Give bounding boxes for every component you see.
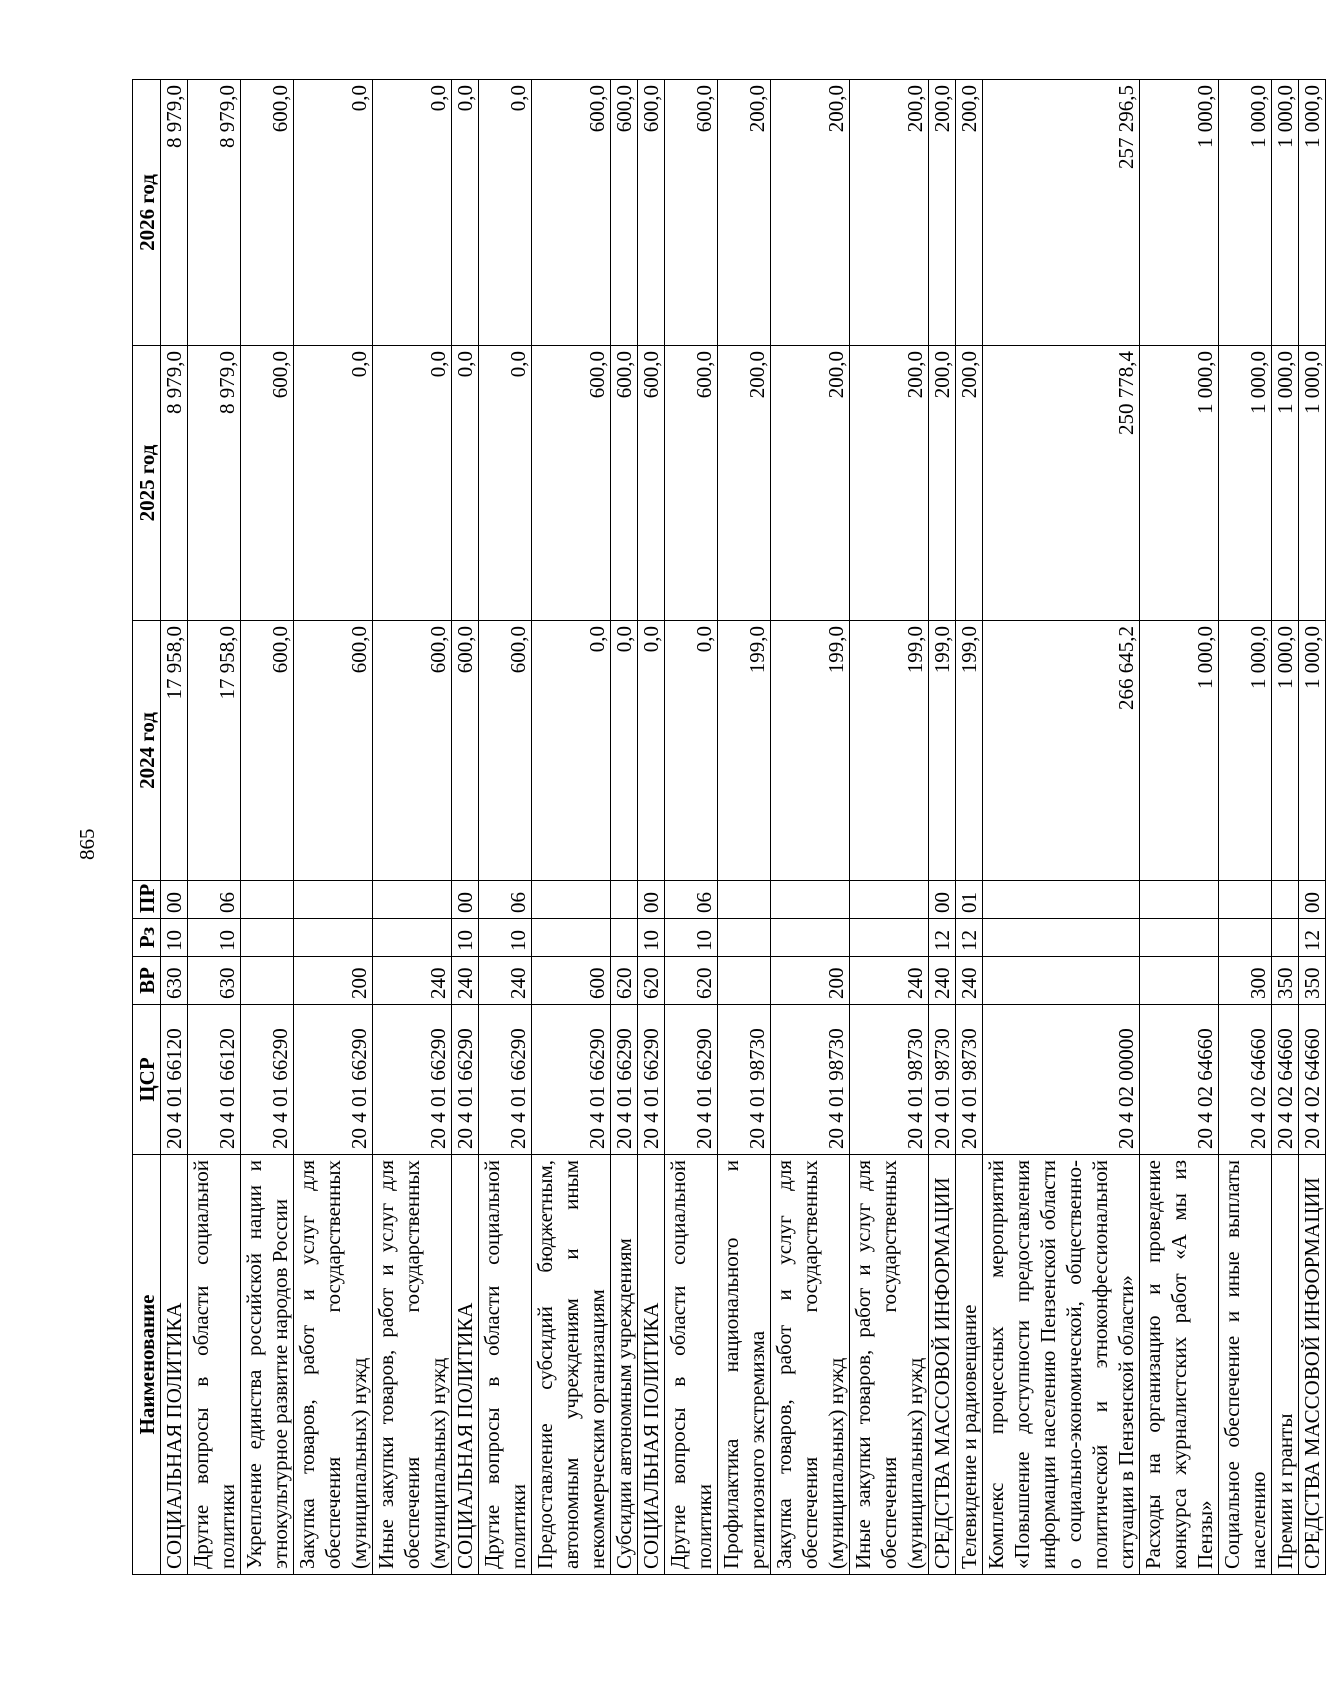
row-vr: 200 — [294, 957, 373, 1005]
row-pr — [373, 881, 452, 919]
row-name: СРЕДСТВА МАССОВОЙ ИНФОРМАЦИИ — [1299, 1155, 1326, 1575]
header-pr: ПР — [133, 881, 161, 919]
row-name: Субсидии автономным учреждениям — [611, 1155, 638, 1575]
row-name: Укрепление единства российской нации и этнокультурное развитие народов России — [241, 1155, 294, 1575]
row-2025: 200,0 — [850, 346, 929, 621]
table-row — [479, 80, 532, 1575]
row-vr — [241, 957, 294, 1005]
row-csr: 20 4 01 98730 — [718, 1005, 771, 1155]
row-2026: 1 000,0 — [1272, 80, 1299, 346]
row-2024: 17 958,0 — [188, 621, 241, 881]
row-vr: 620 — [611, 957, 638, 1005]
row-2026: 0,0 — [452, 80, 479, 346]
row-csr: 20 4 01 66290 — [479, 1005, 532, 1155]
row-2026: 200,0 — [850, 80, 929, 346]
table-header-row — [133, 80, 161, 1575]
row-2026: 8 979,0 — [188, 80, 241, 346]
row-2025: 200,0 — [956, 346, 983, 621]
row-2025: 1 000,0 — [1272, 346, 1299, 621]
row-csr: 20 4 01 66120 — [161, 1005, 188, 1155]
row-name: Расходы на организацию и проведение конкурса журналистских работ «А мы из Пензы» — [1140, 1155, 1219, 1575]
row-2025: 600,0 — [241, 346, 294, 621]
table-row — [532, 80, 611, 1575]
row-2026: 0,0 — [479, 80, 532, 346]
row-csr: 20 4 01 66290 — [373, 1005, 452, 1155]
row-2026: 200,0 — [956, 80, 983, 346]
table-row — [665, 80, 718, 1575]
row-name: Телевидение и радиовещание — [956, 1155, 983, 1575]
row-2025: 0,0 — [479, 346, 532, 621]
table-row — [1272, 80, 1299, 1575]
row-vr — [983, 957, 1140, 1005]
row-rz: 10 — [452, 919, 479, 957]
table-row — [771, 80, 850, 1575]
row-vr: 350 — [1272, 957, 1299, 1005]
row-csr: 20 4 01 98730 — [771, 1005, 850, 1155]
row-pr: 06 — [188, 881, 241, 919]
row-2025: 1 000,0 — [1299, 346, 1326, 621]
row-pr: 00 — [1299, 881, 1326, 919]
row-vr — [718, 957, 771, 1005]
row-2024: 1 000,0 — [1272, 621, 1299, 881]
row-2025: 8 979,0 — [161, 346, 188, 621]
row-name: Иные закупки товаров, работ и услуг для обеспечения государственных (муниципальных) нужд — [373, 1155, 452, 1575]
row-2024: 0,0 — [638, 621, 665, 881]
row-pr — [1140, 881, 1219, 919]
header-2025: 2025 год — [133, 346, 161, 621]
row-rz: 12 — [1299, 919, 1326, 957]
table-row — [956, 80, 983, 1575]
row-name: Комплекс процессных мероприятий «Повышение доступности предоставления информации населению Пензенской области о социально-экономической, общественно-политической и этноконфессиональной ситуации в Пензенской области» — [983, 1155, 1140, 1575]
row-name: Другие вопросы в области социальной политики — [479, 1155, 532, 1575]
row-pr — [983, 881, 1140, 919]
row-2024: 199,0 — [771, 621, 850, 881]
row-csr: 20 4 02 64660 — [1272, 1005, 1299, 1155]
row-2024: 17 958,0 — [161, 621, 188, 881]
row-vr: 620 — [638, 957, 665, 1005]
rotated-table-container — [132, 80, 1324, 1575]
row-csr: 20 4 01 66290 — [294, 1005, 373, 1155]
header-name: Наименование — [133, 1155, 161, 1575]
row-pr — [718, 881, 771, 919]
row-2026: 600,0 — [638, 80, 665, 346]
row-rz — [771, 919, 850, 957]
row-name: Другие вопросы в области социальной политики — [665, 1155, 718, 1575]
row-name: Другие вопросы в области социальной политики — [188, 1155, 241, 1575]
row-name: Закупка товаров, работ и услуг для обеспечения государственных (муниципальных) нужд — [771, 1155, 850, 1575]
table-body — [161, 80, 1326, 1575]
row-pr — [771, 881, 850, 919]
row-rz — [850, 919, 929, 957]
row-vr: 630 — [161, 957, 188, 1005]
table-row — [983, 80, 1140, 1575]
row-2025: 600,0 — [665, 346, 718, 621]
row-pr — [294, 881, 373, 919]
row-2025: 0,0 — [452, 346, 479, 621]
row-pr: 00 — [161, 881, 188, 919]
row-2025: 0,0 — [294, 346, 373, 621]
row-name: Иные закупки товаров, работ и услуг для обеспечения государственных (муниципальных) нужд — [850, 1155, 929, 1575]
row-2026: 200,0 — [771, 80, 850, 346]
table-row — [929, 80, 956, 1575]
row-2025: 1 000,0 — [1140, 346, 1219, 621]
row-rz: 10 — [479, 919, 532, 957]
row-rz — [1272, 919, 1299, 957]
row-2024: 199,0 — [956, 621, 983, 881]
row-csr: 20 4 01 66290 — [638, 1005, 665, 1155]
row-csr: 20 4 02 64660 — [1140, 1005, 1219, 1155]
table-row — [188, 80, 241, 1575]
row-2025: 250 778,4 — [983, 346, 1140, 621]
row-pr: 00 — [638, 881, 665, 919]
row-rz — [294, 919, 373, 957]
row-2024: 600,0 — [452, 621, 479, 881]
header-rz: Рз — [133, 919, 161, 957]
row-name: СОЦИАЛЬНАЯ ПОЛИТИКА — [161, 1155, 188, 1575]
row-rz: 10 — [665, 919, 718, 957]
row-csr: 20 4 01 66290 — [241, 1005, 294, 1155]
row-name: СОЦИАЛЬНАЯ ПОЛИТИКА — [452, 1155, 479, 1575]
row-rz — [241, 919, 294, 957]
row-pr: 00 — [929, 881, 956, 919]
row-2026: 0,0 — [373, 80, 452, 346]
row-vr: 630 — [188, 957, 241, 1005]
row-rz: 10 — [161, 919, 188, 957]
table-row — [373, 80, 452, 1575]
row-pr: 06 — [665, 881, 718, 919]
row-name: Премии и гранты — [1272, 1155, 1299, 1575]
row-name: Социальное обеспечение и иные выплаты населению — [1219, 1155, 1272, 1575]
row-2026: 1 000,0 — [1299, 80, 1326, 346]
row-2024: 600,0 — [479, 621, 532, 881]
row-pr — [850, 881, 929, 919]
row-csr: 20 4 02 00000 — [983, 1005, 1140, 1155]
row-name: Профилактика национального и религиозного экстремизма — [718, 1155, 771, 1575]
row-pr — [611, 881, 638, 919]
row-vr — [1140, 957, 1219, 1005]
page-number: 865 — [75, 828, 99, 860]
row-vr: 200 — [771, 957, 850, 1005]
row-2024: 199,0 — [718, 621, 771, 881]
row-vr: 620 — [665, 957, 718, 1005]
row-rz: 10 — [638, 919, 665, 957]
row-vr: 350 — [1299, 957, 1326, 1005]
row-csr: 20 4 01 66120 — [188, 1005, 241, 1155]
header-csr: ЦСР — [133, 1005, 161, 1155]
row-vr: 240 — [373, 957, 452, 1005]
row-csr: 20 4 01 98730 — [850, 1005, 929, 1155]
row-2024: 600,0 — [294, 621, 373, 881]
row-vr: 240 — [956, 957, 983, 1005]
row-pr: 06 — [479, 881, 532, 919]
row-csr: 20 4 01 98730 — [929, 1005, 956, 1155]
row-pr: 01 — [956, 881, 983, 919]
row-2024: 1 000,0 — [1140, 621, 1219, 881]
row-vr: 240 — [452, 957, 479, 1005]
row-2024: 600,0 — [373, 621, 452, 881]
row-2024: 0,0 — [611, 621, 638, 881]
table-row — [294, 80, 373, 1575]
table-row — [718, 80, 771, 1575]
row-2026: 1 000,0 — [1140, 80, 1219, 346]
row-2025: 1 000,0 — [1219, 346, 1272, 621]
row-rz — [1219, 919, 1272, 957]
row-csr: 20 4 01 66290 — [452, 1005, 479, 1155]
row-vr: 240 — [479, 957, 532, 1005]
row-2026: 200,0 — [718, 80, 771, 346]
row-rz — [718, 919, 771, 957]
row-rz — [1140, 919, 1219, 957]
row-2025: 8 979,0 — [188, 346, 241, 621]
budget-table — [132, 79, 1326, 1575]
row-2026: 600,0 — [665, 80, 718, 346]
table-row — [1299, 80, 1326, 1575]
table-row — [1140, 80, 1219, 1575]
row-pr — [241, 881, 294, 919]
row-name: СОЦИАЛЬНАЯ ПОЛИТИКА — [638, 1155, 665, 1575]
row-csr: 20 4 02 64660 — [1299, 1005, 1326, 1155]
row-2026: 600,0 — [611, 80, 638, 346]
row-rz — [373, 919, 452, 957]
row-csr: 20 4 01 98730 — [956, 1005, 983, 1155]
row-csr: 20 4 01 66290 — [532, 1005, 611, 1155]
row-2026: 1 000,0 — [1219, 80, 1272, 346]
row-rz: 12 — [929, 919, 956, 957]
header-2026: 2026 год — [133, 80, 161, 346]
table-row — [638, 80, 665, 1575]
row-rz — [983, 919, 1140, 957]
row-rz: 10 — [188, 919, 241, 957]
table-row — [611, 80, 638, 1575]
row-2024: 1 000,0 — [1299, 621, 1326, 881]
row-2026: 8 979,0 — [161, 80, 188, 346]
row-2025: 600,0 — [638, 346, 665, 621]
row-2024: 266 645,2 — [983, 621, 1140, 881]
row-csr: 20 4 01 66290 — [611, 1005, 638, 1155]
header-2024: 2024 год — [133, 621, 161, 881]
row-2025: 200,0 — [718, 346, 771, 621]
row-2024: 199,0 — [929, 621, 956, 881]
row-2026: 600,0 — [532, 80, 611, 346]
row-vr: 300 — [1219, 957, 1272, 1005]
table-row — [241, 80, 294, 1575]
row-2025: 200,0 — [771, 346, 850, 621]
row-pr — [1272, 881, 1299, 919]
row-2026: 257 296,5 — [983, 80, 1140, 346]
row-rz — [611, 919, 638, 957]
row-2025: 0,0 — [373, 346, 452, 621]
row-2024: 600,0 — [241, 621, 294, 881]
row-csr: 20 4 01 66290 — [665, 1005, 718, 1155]
header-vr: ВР — [133, 957, 161, 1005]
table-row — [850, 80, 929, 1575]
row-2024: 1 000,0 — [1219, 621, 1272, 881]
row-name: СРЕДСТВА МАССОВОЙ ИНФОРМАЦИИ — [929, 1155, 956, 1575]
row-rz: 12 — [956, 919, 983, 957]
row-pr — [1219, 881, 1272, 919]
row-2024: 0,0 — [665, 621, 718, 881]
table-row — [1219, 80, 1272, 1575]
row-2025: 600,0 — [532, 346, 611, 621]
table-row — [452, 80, 479, 1575]
row-vr: 600 — [532, 957, 611, 1005]
row-2025: 200,0 — [929, 346, 956, 621]
row-csr: 20 4 02 64660 — [1219, 1005, 1272, 1155]
row-vr: 240 — [929, 957, 956, 1005]
table-row — [161, 80, 188, 1575]
row-2026: 600,0 — [241, 80, 294, 346]
row-rz — [532, 919, 611, 957]
row-2024: 0,0 — [532, 621, 611, 881]
row-2026: 0,0 — [294, 80, 373, 346]
row-2026: 200,0 — [929, 80, 956, 346]
row-name: Предоставление субсидий бюджетным, автономным учреждениям и иным некоммерческим организациям — [532, 1155, 611, 1575]
row-pr — [532, 881, 611, 919]
row-vr: 240 — [850, 957, 929, 1005]
row-2025: 600,0 — [611, 346, 638, 621]
row-name: Закупка товаров, работ и услуг для обеспечения государственных (муниципальных) нужд — [294, 1155, 373, 1575]
row-pr: 00 — [452, 881, 479, 919]
row-2024: 199,0 — [850, 621, 929, 881]
